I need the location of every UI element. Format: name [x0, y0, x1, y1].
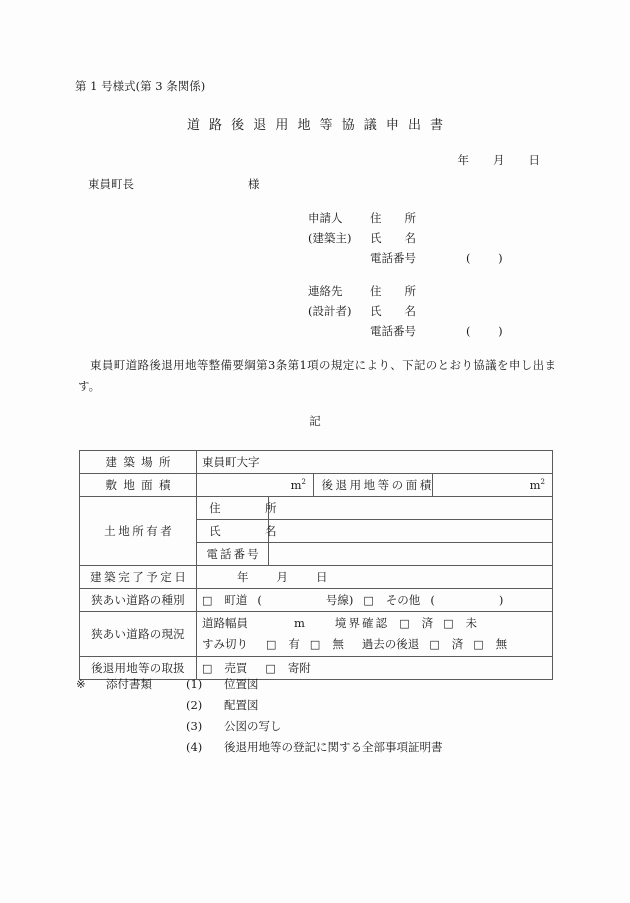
table-row-road-status: [80, 612, 553, 657]
corner-yes-checkbox[interactable]: □: [266, 638, 277, 651]
date-month-label: 月: [493, 153, 505, 167]
attachment-text-1: 位置図: [224, 677, 259, 691]
applicant-block: [308, 210, 503, 270]
attachment-number-4: (4): [186, 740, 203, 754]
road-type-town-checkbox[interactable]: □: [202, 594, 213, 607]
document-title: [0, 114, 630, 133]
applicant-address-row: [308, 210, 503, 230]
setback-area-value[interactable]: [433, 474, 553, 497]
applicant-phone-paren-close: ): [498, 251, 503, 265]
setback-area-unit-sup: 2: [540, 478, 545, 487]
attachment-item-3: [76, 718, 443, 739]
past-none-checkbox[interactable]: □: [473, 638, 484, 651]
boundary-done-label: 済: [421, 616, 434, 630]
boundary-not-label: 未: [465, 616, 477, 630]
applicant-role-sub: (建築主): [308, 231, 352, 245]
corner-no-checkbox[interactable]: □: [309, 638, 321, 651]
building-site-label: 建築場所: [80, 451, 197, 474]
applicant-role: 申請人: [308, 211, 343, 225]
road-width-label: 道路幅員: [202, 616, 248, 630]
boundary-not-checkbox[interactable]: □: [443, 617, 454, 630]
corner-no-label: 無: [332, 637, 344, 651]
date-day-label: 日: [528, 153, 540, 167]
attachment-number-1: (1): [186, 677, 203, 691]
date-line: [0, 152, 630, 168]
attachment-item-4: [76, 739, 443, 760]
contact-phone-paren-close: ): [498, 324, 503, 338]
setback-area-unit: m: [529, 478, 541, 492]
road-status-label: 狭あい道路の現況: [80, 612, 197, 657]
road-status-line-1: [202, 613, 547, 634]
attachment-number-2: (2): [186, 698, 203, 712]
attachment-number-3: (3): [186, 719, 203, 733]
attachment-item-2: [76, 697, 443, 718]
corner-cut-label: すみ切り: [202, 637, 248, 651]
addressee-honorific: 様: [248, 177, 260, 191]
setback-area-label: 後退用地等の面積: [314, 474, 433, 497]
past-done-checkbox[interactable]: □: [429, 638, 440, 651]
sale-checkbox[interactable]: □: [202, 662, 213, 675]
landowner-address-label: 住 所: [197, 497, 269, 520]
site-area-unit: m: [290, 478, 302, 492]
landowner-phone-value[interactable]: [269, 543, 553, 566]
road-type-other-checkbox[interactable]: □: [363, 594, 374, 607]
road-type-options: [197, 589, 553, 612]
site-area-unit-sup: 2: [301, 478, 306, 487]
table-row-road-type: [80, 589, 553, 612]
contact-name-label: 氏 名: [370, 304, 416, 318]
applicant-name-label: 氏 名: [370, 231, 416, 245]
road-type-other-label: その他: [385, 593, 421, 607]
contact-address-row: [308, 283, 503, 303]
contact-name-row: [308, 303, 503, 323]
application-table: [79, 450, 553, 680]
body-paragraph: 東員町道路後退用地等整備要綱第3条第1項の規定により、下記のとおり協議を申し出ます。: [78, 358, 556, 393]
site-area-label: 敷地面積: [80, 474, 197, 497]
attachment-item-1: [76, 676, 443, 697]
document-title-text: 道路後退用地等協議申出書: [186, 118, 453, 133]
landowner-name-label: 氏 名: [197, 520, 269, 543]
table-row-building-site: [80, 451, 553, 474]
past-done-label: 済: [451, 637, 464, 651]
road-type-other-paren-close: ): [498, 593, 504, 607]
road-type-town-paren-open: (: [257, 593, 262, 607]
form-number: 第 1 号様式(第 3 条関係): [75, 79, 206, 93]
applicant-phone-label: 電話番号: [370, 251, 416, 265]
boundary-check-label: 境界確認: [334, 616, 390, 630]
road-type-label: 狭あい道路の種別: [80, 589, 197, 612]
contact-role-sub: (設計者): [308, 304, 352, 318]
applicant-phone-paren-open: (: [466, 251, 499, 265]
applicant-name-row: [308, 230, 503, 250]
completion-month-label: 月: [276, 570, 288, 584]
donation-label: 寄附: [287, 661, 311, 675]
road-type-other-paren-open: (: [430, 593, 435, 607]
past-none-label: 無: [495, 637, 508, 651]
road-width-unit: m: [294, 616, 305, 630]
contact-role: 連絡先: [308, 284, 343, 298]
completion-date-value[interactable]: [197, 566, 553, 589]
contact-block: [308, 283, 503, 343]
contact-phone-row: [308, 323, 503, 343]
donation-checkbox[interactable]: □: [265, 662, 276, 675]
ki-marker: 記: [309, 414, 321, 428]
road-status-content: [197, 612, 553, 657]
landowner-phone-label: 電話番号: [197, 543, 269, 566]
completion-date-label: 建築完了予定日: [80, 566, 197, 589]
site-area-value[interactable]: [197, 474, 314, 497]
landowner-name-value[interactable]: [269, 520, 553, 543]
building-site-value[interactable]: 東員町大字: [197, 451, 553, 474]
date-year-label: 年: [457, 153, 469, 167]
completion-day-label: 日: [316, 570, 328, 584]
past-setback-label: 過去の後退: [361, 637, 420, 651]
road-type-line-label: 号線): [325, 593, 354, 607]
addressee: 東員町長: [88, 177, 134, 191]
road-type-town-label: 町道: [224, 593, 248, 607]
attachment-text-3: 公図の写し: [224, 719, 282, 733]
attachment-text-2: 配置図: [224, 698, 259, 712]
attachments-title: 添付書類: [106, 677, 152, 691]
contact-phone-paren-open: (: [466, 324, 499, 338]
sale-label: 売買: [224, 661, 248, 675]
corner-yes-label: 有: [288, 637, 300, 651]
setback-handling-label: 後退用地等の取扱: [80, 657, 197, 680]
attachments-list: [76, 676, 443, 760]
table-row-landowner-address: [80, 497, 553, 520]
table-row-areas: [80, 474, 553, 497]
applicant-address-label: 住 所: [370, 211, 416, 225]
table-row-completion-date: [80, 566, 553, 589]
attachment-text-4: 後退用地等の登記に関する全部事項証明書: [224, 740, 443, 754]
landowner-label: 土地所有者: [80, 497, 197, 566]
contact-phone-label: 電話番号: [370, 324, 416, 338]
applicant-phone-row: [308, 250, 503, 270]
attachments-mark: ※: [76, 677, 86, 691]
road-status-line-2: [202, 634, 547, 655]
completion-year-label: 年: [237, 570, 249, 584]
landowner-address-value[interactable]: [269, 497, 553, 520]
contact-address-label: 住 所: [370, 284, 416, 298]
boundary-done-checkbox[interactable]: □: [399, 617, 410, 630]
